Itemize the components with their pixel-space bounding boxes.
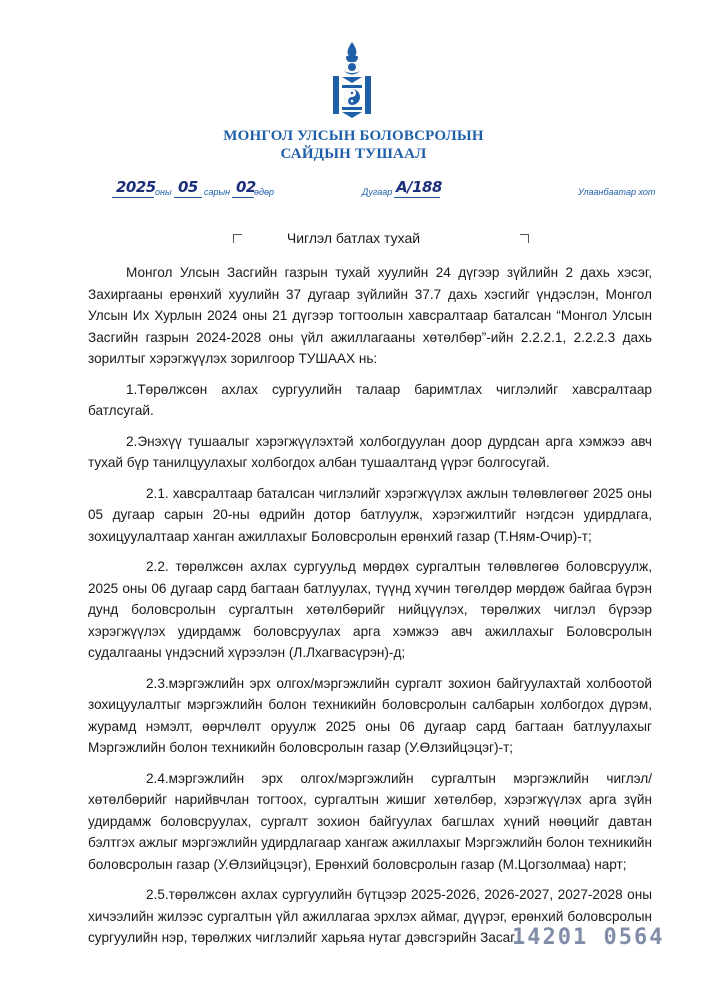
document-body: [88, 262, 652, 958]
paragraph: 2.Энэхүү тушаалыг хэрэгжүүлэхтэй холбогдуулан доор дурдсан арга хэмжээ авч тухай бүр танилцуулахыг холбогдох албан тушаалтанд үүрэг болгосугай.: [88, 433, 652, 470]
state-emblem-icon: [325, 40, 379, 120]
paragraph: Монгол Улсын Засгийн газрын тухай хуулийн 24 дүгээр зүйлийн 2 дахь хэсэг, Захиргааны ерөнхий хуулийн 37 дугаар зүйлийн 37.7 дахь хэсгийг үндэслэн, Монгол Улсын Их Хурлын 2024 оны 21 дүгээр тогтоолын хавсралтаар баталсан “Монгол Улсын Засгийн газрын 2024-2028 оны үйл ажиллагааны хөтөлбөр”-ийн 2.2.2.1, 2.2.2.3 дахь зорилтыг хэрэгжүүлэх зорилгоор ТУШААХ нь:: [88, 265, 652, 366]
paragraph: 2.2. төрөлжсөн ахлах сургуульд мөрдөх сургалтын төлөвлөгөө боловсруулж, 2025 оны 06 дугаар сард багтаан батлуулах, түүнд хүчин төгөлдөр мөрдөж байгаа бүрэн дунд боловсролын сургалтын хөтөлбөрийг нийцүүлэх, төрөлжих чиглэл бүрээр хэрэгжүүлэх удирдамж боловсруулах арга хэмжээ авч ажиллахыг Боловсролын судалгааны үндэсний хүрээлэн (Л.Лхагвасүрэн)-д;: [88, 559, 652, 660]
paragraph: 2.1. хавсралтаар баталсан чиглэлийг хэрэгжүүлэх ажлын төлөвлөгөөг 2025 оны 05 дугаар сарын 20-ны өдрийн дотор батлуулж, хэрэгжилтийг нэгдсэн удирдлага, зохицуулалтаар ханган ажиллахыг Боловсролын ерөнхий газар (Т.Ням-Очир)-т;: [88, 485, 652, 544]
number-label: Дугаар: [362, 187, 393, 197]
ministry-name: МОНГОЛ УЛСЫН БОЛОВСРОЛЫН: [223, 128, 484, 144]
handwritten-year: 2025: [116, 178, 156, 196]
month-suffix: сарын: [204, 187, 231, 197]
year-suffix: оны: [155, 187, 172, 197]
document-title: Чиглэл батлах тухай: [286, 230, 421, 246]
paragraph: 2.3.мэргэжлийн эрх олгох/мэргэжлийн сургалт зохион байгуулахтай холбоотой зохицуулалтыг мэргэжлийн болон техникийн боловсролын салбарын холбогдох дүрэм, журамд нэмэлт, өөрчлөлт оруулж 2025 оны 06 дугаар сард багтаан батлуулахыг Мэргэжлийн болон техникийн боловсролын газар (У.Өлзийцэцэг)-т;: [88, 675, 652, 755]
handwritten-order-number: А/188: [396, 178, 442, 196]
order-type: САЙДЫН ТУШААЛ: [280, 146, 427, 162]
handwritten-day: 02: [236, 178, 256, 196]
day-suffix: өдөр: [254, 187, 274, 197]
date-row: [0, 178, 707, 206]
serial-number: 14201 0564: [512, 925, 665, 950]
paragraph: 1.Төрөлжсөн ахлах сургуулийн талаар баримтлах чиглэлийг хавсралтаар батлсугай.: [88, 381, 652, 418]
handwritten-month: 05: [178, 178, 198, 196]
paragraph: 2.4.мэргэжлийн эрх олгох/мэргэжлийн сургалтын мэргэжлийн чиглэл/хөтөлбөрийг нарийвчлан тогтоох, сургалтын жишиг хөтөлбөр, хэрэгжүүлэх арга зүйн удирдамж боловсруулах, сургалт зохион байгуулах багшлах хүний нөөцийг давтан бэлтгэх ажлыг мэргэжлийн удирдлагаар хангаж ажиллахыг Мэргэжлийн болон техникийн боловсролын газар (У.Өлзийцэцэг), Ерөнхий боловсролын газар (М.Цогзолмаа) нарт;: [88, 770, 652, 872]
paragraph: 2.5.төрөлжсөн ахлах сургуулийн бүтцээр 2025-2026, 2026-2027, 2027-2028 оны хичээлийн жилээс сургалтын үйл ажиллагаа эрхлэх аймаг, дүүрэг, ерөнхий боловсролын сургуулийн нэр, төрөлжих чиглэлийг харьяа нутаг дэвсгэрийн Засаг: [88, 887, 652, 945]
city-label: Улаанбаатар хот: [578, 187, 656, 197]
